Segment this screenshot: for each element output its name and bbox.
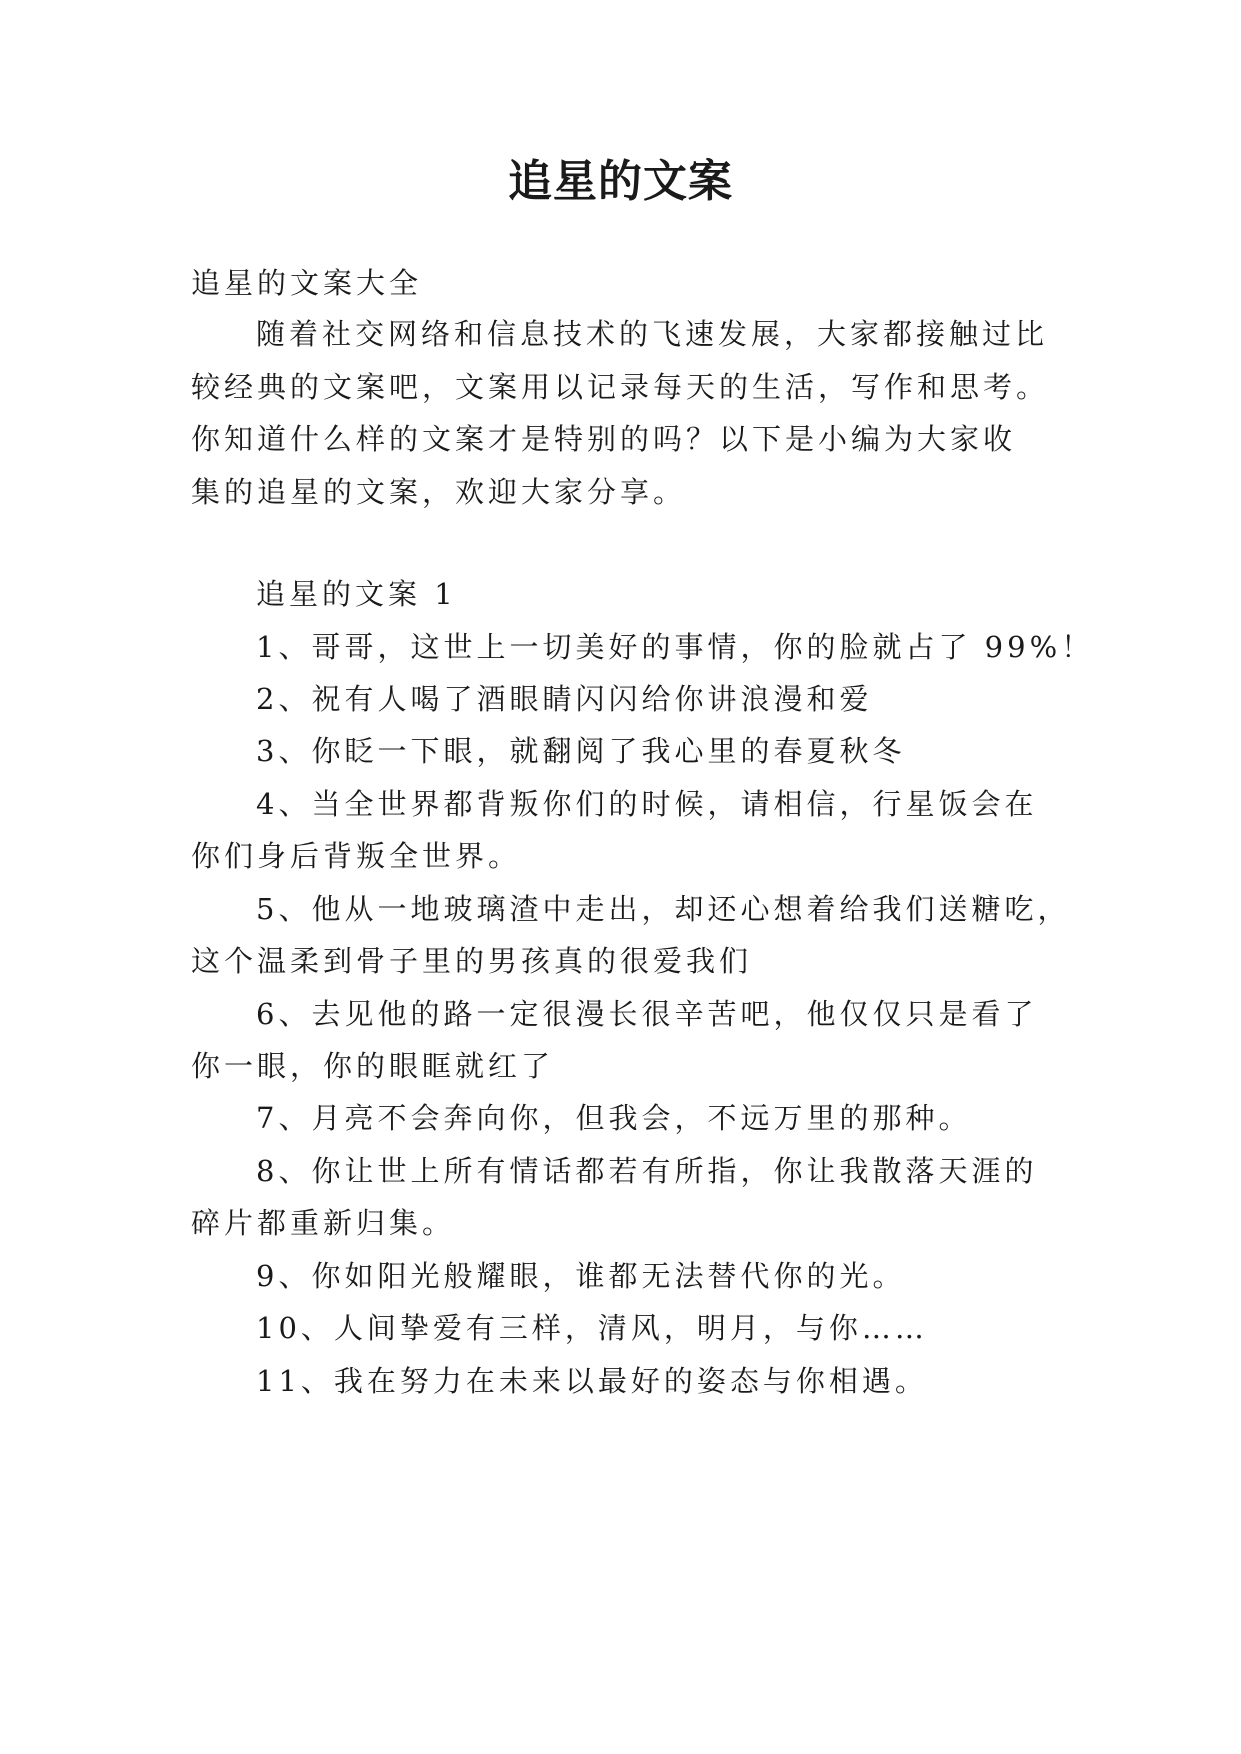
intro-line: 较经典的文案吧，文案用以记录每天的生活，写作和思考。 [191, 370, 1050, 404]
list-item: 11、我在努力在未来以最好的姿态与你相遇。 [256, 1364, 928, 1398]
list-item: 碎片都重新归集。 [191, 1206, 456, 1240]
list-item: 4、当全世界都背叛你们的时候，请相信，行星饭会在 [256, 787, 1038, 821]
list-item: 9、你如阳光般耀眼，谁都无法替代你的光。 [256, 1259, 906, 1293]
list-item: 1、哥哥，这世上一切美好的事情，你的脸就占了 99%！ [256, 630, 1095, 664]
list-item: 6、去见他的路一定很漫长很辛苦吧，他仅仅只是看了 [256, 997, 1038, 1031]
list-item: 5、他从一地玻璃渣中走出，却还心想着给我们送糖吃， [256, 892, 1071, 926]
page-title: 追星的文案 [508, 156, 733, 207]
list-item: 7、月亮不会奔向你，但我会，不远万里的那种。 [256, 1101, 972, 1135]
subtitle: 追星的文案大全 [191, 266, 423, 300]
list-item: 3、你眨一下眼，就翻阅了我心里的春夏秋冬 [256, 734, 906, 768]
list-item: 8、你让世上所有情话都若有所指，你让我散落天涯的 [256, 1154, 1038, 1188]
list-item: 2、祝有人喝了酒眼睛闪闪给你讲浪漫和爱 [256, 682, 873, 716]
list-item: 这个温柔到骨子里的男孩真的很爱我们 [191, 944, 753, 978]
list-item: 你们身后背叛全世界。 [191, 839, 522, 873]
intro-line: 随着社交网络和信息技术的飞速发展，大家都接触过比 [256, 317, 1049, 351]
list-item: 10、人间挚爱有三样，清风，明月，与你…… [256, 1311, 928, 1345]
list-item: 你一眼，你的眼眶就红了 [191, 1049, 555, 1083]
intro-line: 你知道什么样的文案才是特别的吗？以下是小编为大家收 [191, 422, 1017, 456]
intro-line: 集的追星的文案，欢迎大家分享。 [191, 475, 687, 509]
section-heading: 追星的文案 1 [256, 577, 457, 611]
